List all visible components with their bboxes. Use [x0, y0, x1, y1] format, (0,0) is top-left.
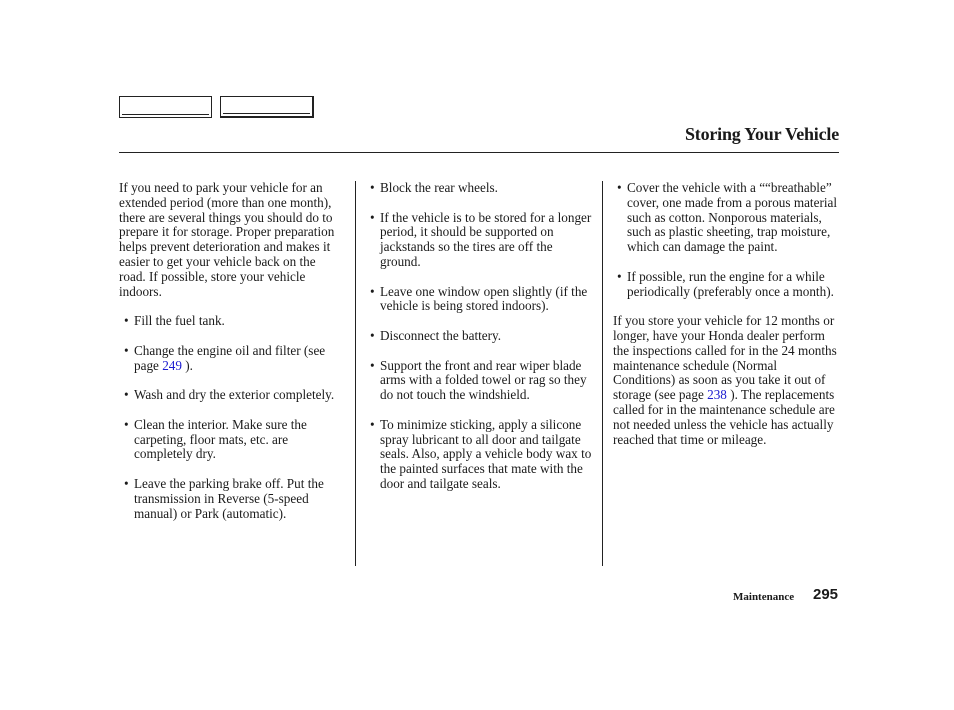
list-item	[370, 359, 594, 403]
page-title: Storing Your Vehicle	[684, 124, 839, 144]
section-tab-1[interactable]	[119, 96, 212, 118]
list-item	[617, 181, 841, 255]
bullet-icon: •	[124, 313, 129, 329]
list-item-text: Leave one window open slightly (if the vehicle is being stored indoors).	[380, 283, 588, 314]
bullet-icon: •	[370, 327, 375, 343]
list-item	[370, 285, 594, 315]
bullet-icon: •	[124, 416, 129, 432]
column-divider-2	[602, 181, 603, 566]
paragraph-text: If you store your vehicle for 12 months or longer, have your Honda dealer perform the inspections called for in the 24 months maintenance schedule (Normal Conditions) as soon as you take it out of storage (see page	[613, 313, 837, 403]
list-item-text: Disconnect the battery.	[380, 327, 502, 343]
list-item-text: Support the front and rear wiper blade arms with a folded towel or rag so they do not touch the windshield.	[380, 357, 587, 403]
list-item	[370, 211, 594, 270]
list-item-text: Clean the interior. Make sure the carpeting, floor mats, etc. are completely dry.	[134, 416, 307, 462]
list-item-text: Leave the parking brake off. Put the transmission in Reverse (5-speed manual) or Park (automatic).	[134, 475, 324, 521]
bullet-icon: •	[370, 180, 375, 195]
list-item	[124, 418, 345, 462]
list-item	[124, 388, 345, 403]
column-3	[613, 181, 841, 462]
list-item-text: To minimize sticking, apply a silicone spray lubricant to all door and tailgate seals. Also, apply a vehicle body wax to the painted surfaces that mate with the door and tailgate seals.	[380, 416, 592, 491]
section-tab-2[interactable]	[220, 96, 314, 118]
list-item	[617, 270, 841, 300]
column-1	[119, 181, 345, 536]
bullet-icon: •	[370, 416, 375, 432]
list-item-text: If possible, run the engine for a while periodically (preferably once a month).	[627, 268, 834, 299]
bullet-icon: •	[370, 209, 375, 225]
list-item	[370, 418, 594, 492]
bullet-icon: •	[370, 283, 375, 299]
bullet-icon: •	[617, 180, 622, 195]
bullet-icon: •	[124, 387, 129, 403]
bullet-icon: •	[617, 268, 622, 284]
paragraph-text-end: ). The replacements called for in the maintenance schedule are not needed unless the vehicle has actually reached that time or mileage.	[613, 387, 835, 447]
list-item	[370, 329, 594, 344]
list-item-text: Change the engine oil and filter (see page	[134, 342, 326, 373]
list-item-text-end: ).	[181, 357, 193, 373]
title-rule	[119, 152, 839, 153]
bullet-icon: •	[124, 475, 129, 491]
bullet-icon: •	[124, 342, 129, 358]
list-item	[124, 314, 345, 329]
storage-paragraph	[613, 314, 841, 447]
footer-section-label: Maintenance	[733, 591, 795, 603]
page-number: 295	[813, 586, 839, 603]
list-item	[124, 477, 345, 521]
list-item	[124, 344, 345, 374]
intro-paragraph: If you need to park your vehicle for an extended period (more than one month), there are several things you should do to prepare it for storage. Proper preparation helps prevent deterioration and makes it easier to get your vehicle back on the road. If possible, store your vehicle indoors.	[119, 180, 335, 299]
list-item	[370, 181, 594, 196]
bullet-icon: •	[370, 357, 375, 373]
list-item-text: Wash and dry the exterior completely.	[134, 387, 335, 403]
list-item-text: Cover the vehicle with a ““breathable” cover, one made from a porous material such as cotton. Nonporous materials, such as plastic sheeting, trap moisture, which can damage the paint.	[627, 180, 838, 255]
column-2	[370, 181, 594, 507]
page-link-249[interactable]: 249	[162, 357, 182, 373]
list-item-text: Fill the fuel tank.	[134, 313, 225, 329]
page-link-238[interactable]: 238	[707, 387, 727, 403]
list-item-text: If the vehicle is to be stored for a longer period, it should be supported on jackstands so the tires are off the ground.	[380, 209, 592, 269]
column-divider-1	[355, 181, 356, 566]
list-item-text: Block the rear wheels.	[380, 180, 498, 195]
